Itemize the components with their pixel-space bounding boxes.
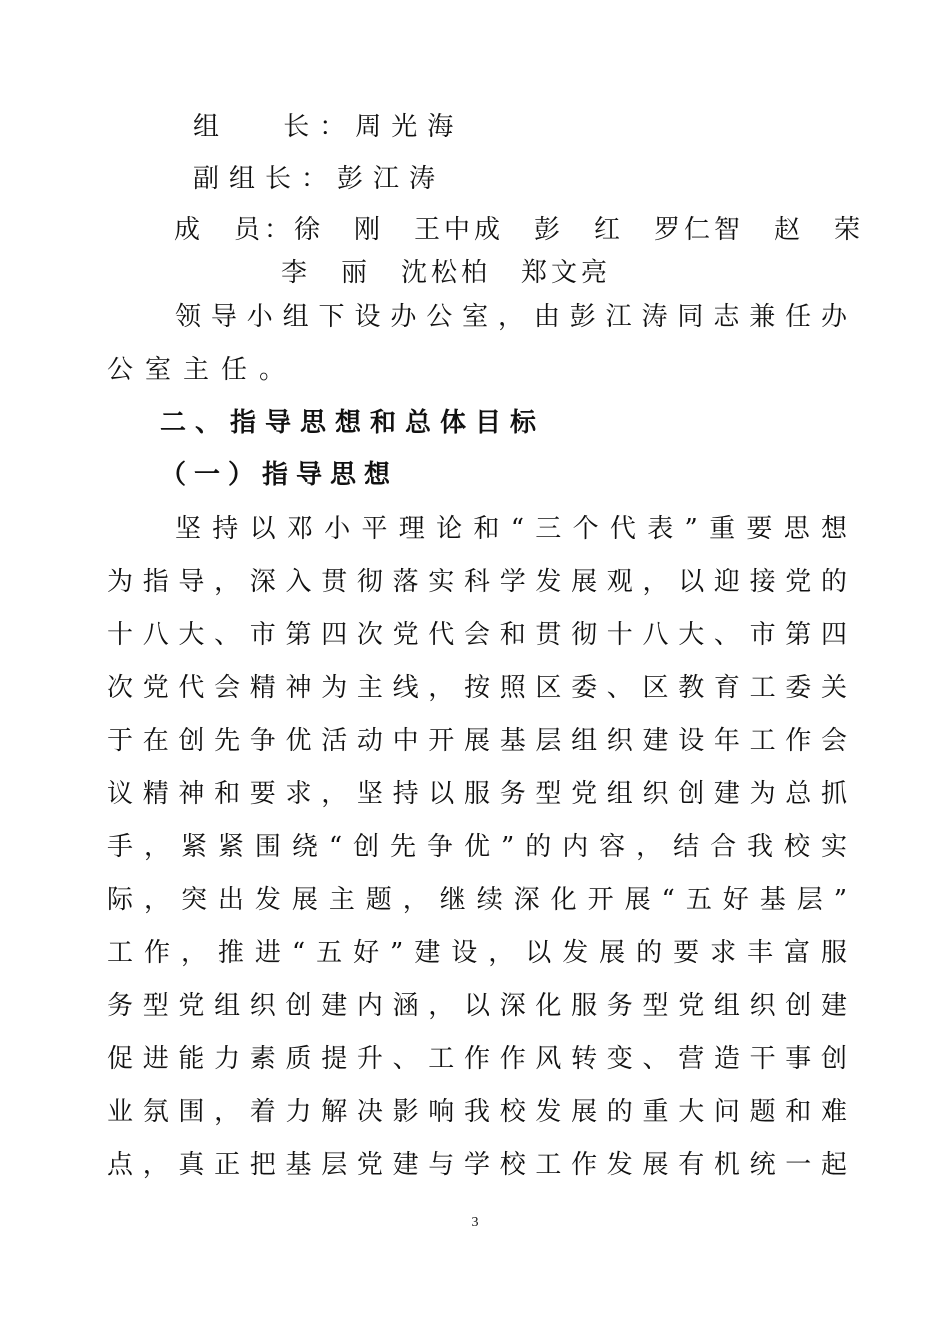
paragraph-line: 际，突出发展主题，继续深化开展“五好基层” [107, 885, 847, 915]
paragraph-line: 促进能力素质提升、工作作风转变、营造干事创 [107, 1044, 847, 1074]
paragraph-line: 坚持以邓小平理论和“三个代表”重要思想 [175, 514, 847, 544]
paragraph-line: 议精神和要求，坚持以服务型党组织创建为总抓 [107, 779, 847, 809]
paragraph-line: 工作，推进“五好”建设，以发展的要求丰富服 [107, 938, 847, 968]
paragraph-line: 业氛围，着力解决影响我校发展的重大问题和难 [107, 1097, 847, 1127]
office-paragraph-line-2: 公室主任。 [107, 355, 298, 385]
members-line-2: 李 丽 沈松柏 郑文亮 [281, 258, 612, 288]
paragraph-line: 十八大、市第四次党代会和贯彻十八大、市第四 [107, 620, 847, 650]
paragraph-line: 于在创先争优活动中开展基层组织建设年工作会 [107, 726, 847, 756]
paragraph-line: 次党代会精神为主线，按照区委、区教育工委关 [107, 673, 847, 703]
group-leader-line: 组 长：周光海 [193, 112, 464, 142]
deputy-leader-line: 副组长：彭江涛 [193, 164, 446, 194]
paragraph-line: 点，真正把基层党建与学校工作发展有机统一起 [107, 1150, 847, 1180]
paragraph-line: 务型党组织创建内涵，以深化服务型党组织创建 [107, 991, 847, 1021]
office-paragraph-line-1: 领导小组下设办公室，由彭江涛同志兼任办 [175, 302, 847, 332]
paragraph-line: 手，紧紧围绕“创先争优”的内容，结合我校实 [107, 832, 847, 862]
page-number: 3 [471, 1215, 479, 1230]
members-line-1: 成 员：徐 刚 王中成 彭 红 罗仁智 赵 荣 [174, 215, 865, 245]
subsection-heading: （一）指导思想 [160, 460, 399, 490]
section-heading: 二、指导思想和总体目标 [160, 408, 546, 438]
paragraph-line: 为指导，深入贯彻落实科学发展观，以迎接党的 [107, 567, 847, 597]
